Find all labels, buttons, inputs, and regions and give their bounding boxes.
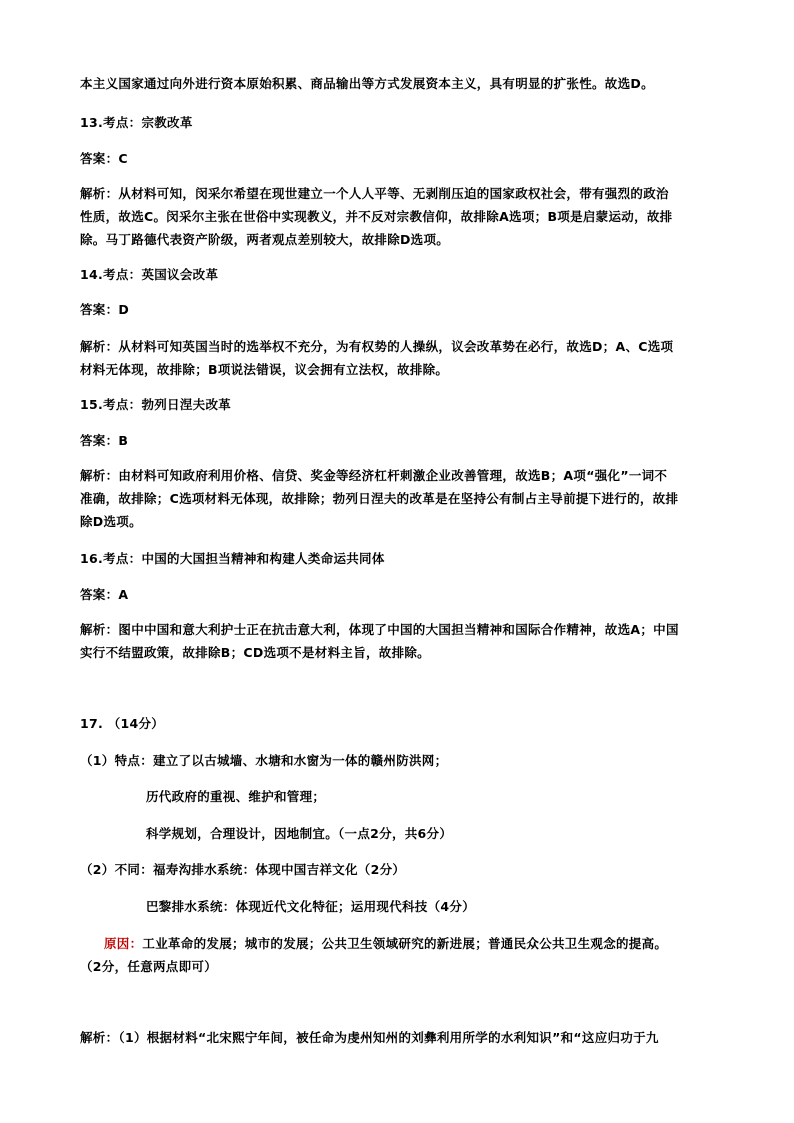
q17-reason-note: （2分，任意两点即可） (80, 959, 217, 974)
q17-part2-line: 巴黎排水系统：体现近代文化特征；运用现代科技（4分） (146, 899, 475, 914)
q15-analysis-line: 除D选项。 (80, 514, 142, 529)
q17-analysis-line: 解析：（1）根据材料“北宋熙宁年间，被任命为虔州知州的刘彝利用所学的水利知识”和“这应归功于九 (80, 1030, 659, 1045)
q13-analysis-line: 性质，故选C。闵采尔主张在世俗中实现教义，并不反对宗教信仰，故排除A选项；B项是启蒙运动，故排 (80, 209, 673, 224)
q17-part1-line: 科学规划，合理设计，因地制宜。（一点2分，共6分） (146, 826, 453, 841)
q13-analysis-line: 解析：从材料可知，闵采尔希望在现世建立一个人人平等、无剥削压迫的国家政权社会，带有强烈的政治 (80, 186, 669, 201)
q16-analysis-line: 解析：图中中国和意大利护士正在抗击意大利，体现了中国的大国担当精神和国际合作精神，故选A；中国 (80, 622, 679, 637)
q16-analysis-line: 实行不结盟政策，故排除B；CD选项不是材料主旨，故排除。 (80, 645, 430, 660)
q17-reason-line (104, 936, 667, 952)
q13-analysis-line: 除。马丁路德代表资产阶级，两者观点差别较大，故排除D选项。 (80, 232, 450, 247)
q17-part1-line: 历代政府的重视、维护和管理； (146, 789, 326, 804)
q14-analysis-line: 解析：从材料可知英国当时的选举权不充分，为有权势的人操纵，议会改革势在必行，故选D；A、C选项 (80, 339, 674, 354)
q16-answer: 答案：A (80, 587, 129, 602)
q14-topic: 14.考点：英国议会改革 (80, 267, 219, 282)
q17-part1-line: （1）特点：建立了以古城墙、水塘和水窗为一体的赣州防洪网； (80, 753, 448, 768)
q16-topic: 16.考点：中国的大国担当精神和构建人类命运共同体 (80, 551, 385, 566)
q13-answer: 答案：C (80, 151, 128, 166)
reason-label: 原因： (104, 936, 143, 951)
q15-topic: 15.考点：勃列日涅夫改革 (80, 397, 232, 412)
q13-topic: 13.考点：宗教改革 (80, 115, 193, 130)
q17-part2-line: （2）不同：福寿沟排水系统：体现中国吉祥文化（2分） (80, 862, 406, 877)
intro-line: 本主义国家通过向外进行资本原始积累、商品输出等方式发展资本主义，具有明显的扩张性。故选D。 (80, 76, 654, 91)
q15-answer: 答案：B (80, 433, 129, 448)
q14-answer: 答案：D (80, 302, 130, 317)
q14-analysis-line: 材料无体现，故排除；B项说法错误，议会拥有立法权，故排除。 (80, 362, 449, 377)
q15-analysis-line: 准确，故排除；C选项材料无体现，故排除；勃列日涅夫的改革是在坚持公有制占主导前提下进行的，故排 (80, 491, 679, 506)
q17-header: 17. （14分） (80, 716, 165, 731)
q15-analysis-line: 解析：由材料可知政府利用价格、信贷、奖金等经济杠杆刺激企业改善管理，故选B；A项“强化”一词不 (80, 468, 668, 483)
reason-text: 工业革命的发展；城市的发展；公共卫生领域研究的新进展；普通民众公共卫生观念的提高。 (142, 936, 668, 951)
